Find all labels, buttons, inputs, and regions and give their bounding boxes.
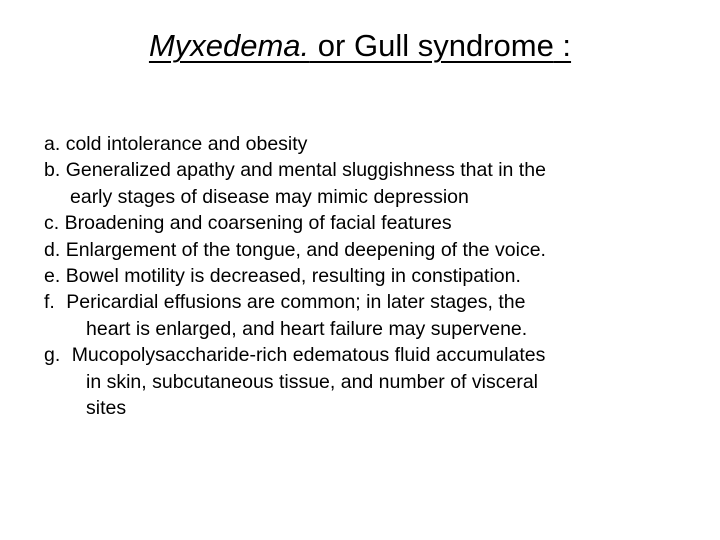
item-marker: e. xyxy=(44,265,61,288)
list-item-d xyxy=(44,237,704,263)
item-marker: g. xyxy=(44,344,61,367)
item-marker: d. xyxy=(44,238,61,261)
item-text-continued: early stages of disease may mimic depression xyxy=(70,185,469,208)
item-text: Bowel motility is decreased, resulting in constipation. xyxy=(65,265,521,288)
list-item-b xyxy=(44,157,704,210)
list-item-e xyxy=(44,263,704,289)
list-item-f xyxy=(44,289,704,342)
item-text-continued: heart is enlarged, and heart failure may supervene. xyxy=(86,317,528,340)
item-marker: a. xyxy=(44,133,61,155)
title-colon: : xyxy=(553,28,572,63)
symptom-list xyxy=(44,131,704,421)
item-text: Generalized apathy and mental sluggishness that in the xyxy=(65,159,546,182)
item-marker: f. xyxy=(44,291,55,314)
item-marker: c. xyxy=(44,212,60,235)
item-text-continued: sites xyxy=(86,397,127,420)
list-item-a xyxy=(44,131,704,157)
item-text-continued: in skin, subcutaneous tissue, and number of visceral xyxy=(86,370,538,393)
title-myxedema: Myxedema. xyxy=(148,28,310,63)
item-text: Pericardial effusions are common; in later stages, the xyxy=(66,291,526,314)
list-item-c xyxy=(44,210,704,236)
item-text: cold intolerance and obesity xyxy=(65,133,308,155)
item-marker: b. xyxy=(44,159,61,182)
item-text: Mucopolysaccharide-rich edematous fluid accumulates xyxy=(71,344,546,367)
list-item-g xyxy=(44,342,704,421)
item-text: Broadening and coarsening of facial features xyxy=(64,212,452,235)
slide-title xyxy=(0,20,720,72)
item-text: Enlargement of the tongue, and deepening of the voice. xyxy=(65,238,546,261)
title-gull-syndrome: or Gull syndrome xyxy=(309,28,554,63)
